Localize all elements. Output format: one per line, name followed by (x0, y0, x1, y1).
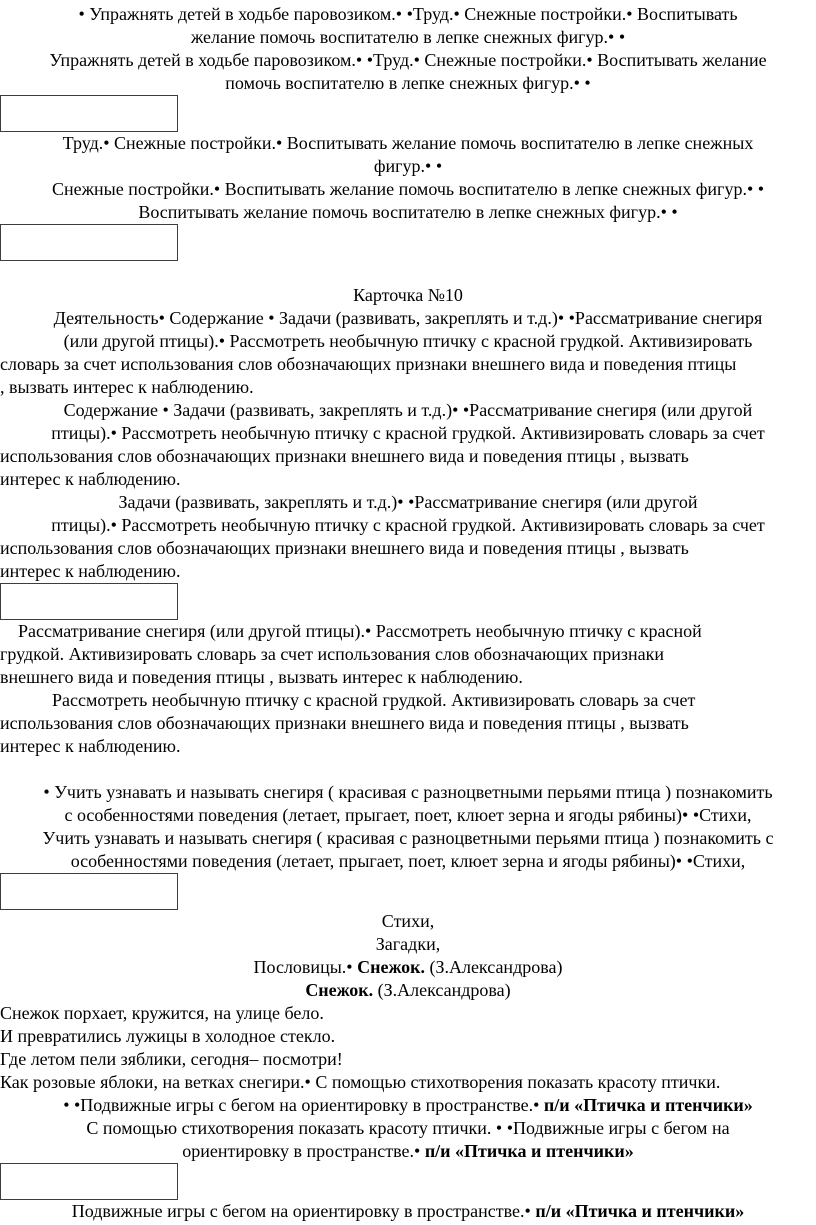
text-line: Загадки, (375, 934, 441, 954)
text-line: птицы).• Рассмотреть необычную птичку с красной грудкой. Активизировать словарь за счет (51, 515, 765, 535)
poem-line: Где летом пели зяблики, сегодня– посмотри! (0, 1049, 343, 1069)
text-line: Учить узнавать и называть снегиря ( красивая с разноцветными перьями птица ) познакомить с (42, 828, 774, 848)
text-line: использования слов обозначающих признаки внешнего вида и поведения птицы , вызвать (0, 713, 689, 733)
bullet-line: • Упражнять детей в ходьбе паровозиком.• •Труд.• Снежные постройки.• Воспитывать (78, 4, 738, 24)
text-line: Задачи (развивать, закреплять и т.д.)• •Рассматривание снегиря (или другой (118, 492, 698, 512)
text-line: Воспитывать желание помочь воспитателю в лепке снежных фигур.• • (138, 202, 678, 222)
poem-line: И превратились лужицы в холодное стекло. (0, 1026, 336, 1046)
text-line: Подвижные игры с бегом на ориентировку в пространстве.• п/и «Птичка и птенчики» (71, 1201, 745, 1221)
poem-line: Как розовые яблоки, на ветках снегири.• С помощью стихотворения показать красоту птички. (0, 1072, 721, 1092)
text-line: Рассмотреть необычную птичку с красной грудкой. Активизировать словарь за счет (52, 690, 696, 710)
text-line: С помощью стихотворения показать красоту птички. • •Подвижные игры с бегом на (86, 1118, 730, 1138)
text-line: внешнего вида и поведения птицы , вызвать интерес к наблюдению. (0, 667, 523, 687)
empty-textbox (0, 95, 178, 132)
text-line: Рассматривание снегиря (или другой птицы).• Рассмотреть необычную птичку с красной (18, 621, 702, 641)
text-line: помочь воспитателю в лепке снежных фигур.• • (225, 73, 591, 93)
blank-line (0, 758, 816, 781)
text-line: Стихи, (381, 911, 435, 931)
text-line: использования слов обозначающих признаки внешнего вида и поведения птицы , вызвать (0, 446, 689, 466)
text-line: , вызвать интерес к наблюдению. (0, 377, 254, 397)
text-line: ориентировку в пространстве.• п/и «Птичка и птенчики» (182, 1141, 634, 1161)
poem-title-line: Пословицы.• Снежок. (З.Александрова) (253, 957, 563, 977)
text-line: словарь за счет использования слов обозначающих признаки внешнего вида и поведения птицы (0, 354, 737, 374)
text-line: птицы).• Рассмотреть необычную птичку с красной грудкой. Активизировать словарь за счет (51, 423, 765, 443)
text-line: использования слов обозначающих признаки внешнего вида и поведения птицы , вызвать (0, 538, 689, 558)
text-line: интерес к наблюдению. (0, 469, 181, 489)
text-line: желание помочь воспитателю в лепке снежных фигур.• • (190, 27, 626, 47)
text-line: фигур.• • (373, 156, 443, 176)
empty-textbox (0, 224, 178, 261)
bullet-line: • Учить узнавать и называть снегиря ( красивая с разноцветными перьями птица ) познакомить (43, 782, 773, 802)
text-line: грудкой. Активизировать словарь за счет использования слов обозначающих признаки (0, 644, 664, 664)
poem-line: Снежок порхает, кружится, на улице бело. (0, 1003, 324, 1023)
text-line: (или другой птицы).• Рассмотреть необычную птичку с красной грудкой. Активизировать (63, 331, 753, 351)
text-line: Упражнять детей в ходьбе паровозиком.• •Труд.• Снежные постройки.• Воспитывать желание (49, 50, 767, 70)
text-line: Труд.• Снежные постройки.• Воспитывать желание помочь воспитателю в лепке снежных (62, 133, 754, 153)
text-line: интерес к наблюдению. (0, 561, 181, 581)
text-line: Содержание • Задачи (развивать, закреплять и т.д.)• •Рассматривание снегиря (или другой (63, 400, 753, 420)
bullet-line: • •Подвижные игры с бегом на ориентировку в пространстве.• п/и «Птичка и птенчики» (63, 1095, 753, 1115)
text-line: с особенностями поведения (летает, прыгает, поет, клюет зерна и ягоды рябины)• •Стихи, (64, 805, 752, 825)
text-line: особенностями поведения (летает, прыгает, поет, клюет зерна и ягоды рябины)• •Стихи, (70, 851, 746, 871)
text-line: Деятельность• Содержание • Задачи (развивать, закреплять и т.д.)• •Рассматривание снегиря (53, 308, 763, 328)
empty-textbox (0, 1163, 178, 1200)
empty-textbox (0, 583, 178, 620)
empty-textbox (0, 873, 178, 910)
text-line: Снежные постройки.• Воспитывать желание помочь воспитателю в лепке снежных фигур.• • (51, 179, 765, 199)
poem-title-line: Снежок. (З.Александрова) (305, 980, 511, 1000)
blank-line (0, 261, 816, 284)
card-title: Карточка №10 (353, 285, 463, 305)
text-line: интерес к наблюдению. (0, 736, 181, 756)
